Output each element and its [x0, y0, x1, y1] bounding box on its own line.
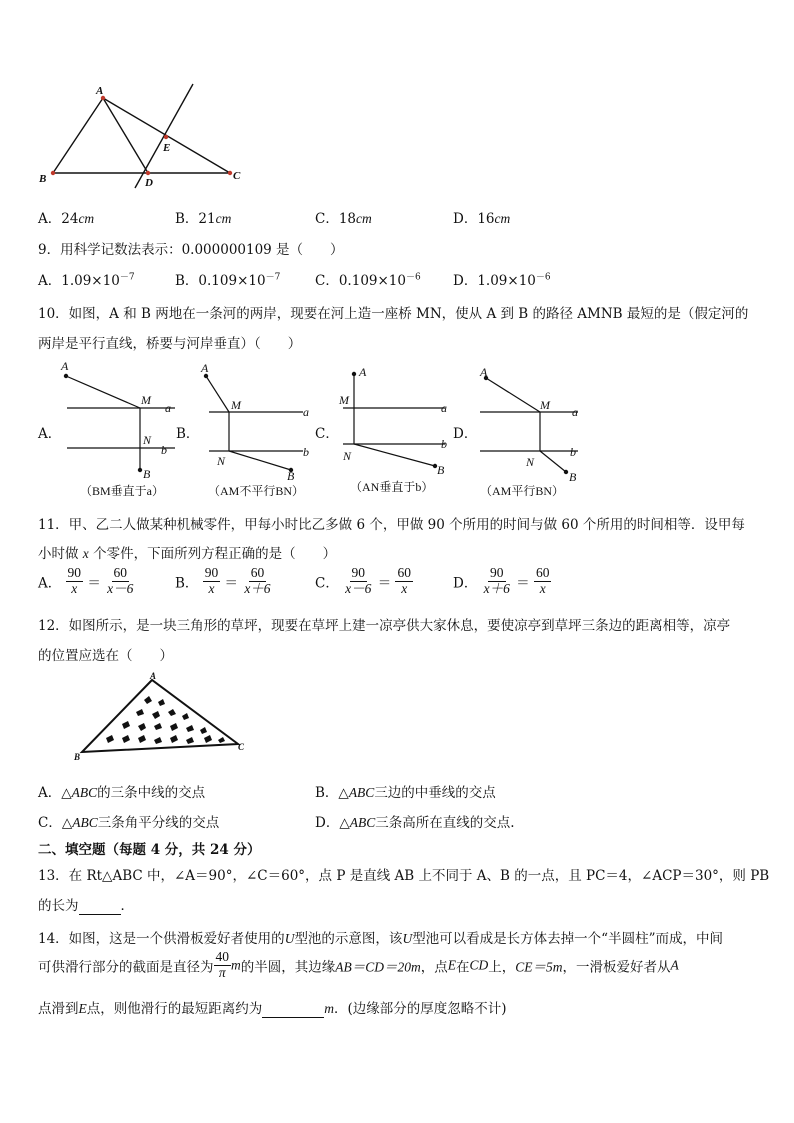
q11b-frac-left: $\frac{90}{x}$	[204, 565, 219, 596]
q10-figure-a	[55, 360, 185, 485]
q12-label-B: B	[74, 752, 81, 762]
q10c-label-B: B	[437, 463, 445, 477]
q10a-label-A: A	[61, 360, 69, 373]
q10-figure-d	[470, 360, 595, 485]
q10b-label-A: A	[201, 361, 209, 375]
q10d-label-B: B	[569, 470, 577, 484]
q12-stem-line2: 的位置应选在（ ）	[38, 648, 173, 664]
q10-option-d[interactable]: D．	[453, 426, 478, 442]
q10-figure-b	[195, 360, 320, 485]
q10a-label-N: N	[143, 433, 152, 447]
q12-label-A: A	[150, 672, 157, 681]
q12-stem-line1: 12．如图所示，是一块三角形的草坪，现要在草坪上建一凉亭供大家休息，要使凉亭到草坪三条边的距离相等，凉亭	[38, 618, 731, 634]
q8-option-c[interactable]: C．18cm	[315, 211, 372, 227]
section-title-fill-in: 二、填空题（每题 4 分，共 24 分）	[38, 842, 261, 858]
q10a-label-B: B	[143, 467, 151, 481]
q10-caption-b: （AM不平行BN）	[208, 484, 305, 498]
q11a-frac-right: $\frac{60}{x-6}$	[107, 565, 134, 596]
q10a-label-M: M	[141, 393, 151, 407]
q11d-frac-left: $\frac{90}{x+6}$	[483, 565, 510, 596]
q12-lawn-figure	[72, 672, 252, 767]
q11d-frac-right: $\frac{60}{x}$	[535, 565, 550, 596]
q10-option-a[interactable]: A．	[38, 426, 62, 442]
q10c-label-b: b	[441, 437, 447, 451]
q12-option-d[interactable]: D．△ABC三条高所在直线的交点.	[315, 815, 515, 831]
q11-option-b[interactable]: B． $\frac{90}{x}$ ＝ $\frac{60}{x+6}$	[175, 565, 271, 596]
q10d-label-b: b	[570, 445, 576, 459]
q8-option-a[interactable]: A．24cm	[38, 211, 95, 227]
q11a-frac-left: $\frac{90}{x}$	[67, 565, 82, 596]
q9-option-a[interactable]: A．$1.09\times 10^{-7}$	[38, 272, 135, 289]
q8-label-C: C	[233, 170, 241, 182]
q10d-label-M: M	[540, 398, 550, 412]
q10-caption-a: （BM垂直于a）	[80, 484, 165, 498]
q12-option-b[interactable]: B．△ABC三边的中垂线的交点	[315, 785, 496, 801]
q10c-label-M: M	[339, 393, 349, 407]
q8-label-E: E	[163, 142, 171, 154]
q11-option-d[interactable]: D． $\frac{90}{x+6}$ ＝ $\frac{60}{x}$	[453, 565, 550, 596]
q14-stem-line2: 可供滑行部分的截面是直径为 $\frac{40}{\pi}$ m的半圆，其边缘AB＝CD＝20m，点E在CD上，CE＝5m，一滑板爱好者从A	[38, 949, 679, 980]
q10c-label-N: N	[343, 449, 352, 463]
q14-stem-line3: 点滑到E点，则他滑行的最短距离约为 m．(边缘部分的厚度忽略不计)	[38, 1001, 507, 1017]
q9-option-d[interactable]: D．$1.09\times 10^{-6}$	[453, 272, 551, 289]
q11c-frac-right: $\frac{60}{x}$	[397, 565, 411, 596]
q13-stem-line1: 13．在 Rt△ABC 中，∠A＝90°，∠C＝60°，点 P 是直线 AB 上不同于 A、B 的一点，且 PC＝4，∠ACP＝30°，则 PB	[38, 868, 770, 884]
q10-figure-c	[333, 360, 458, 485]
q10-stem-line2: 两岸是平行直线，桥要与河岸垂直）（ ）	[38, 336, 302, 352]
q10c-label-A: A	[359, 365, 367, 379]
q8-option-b[interactable]: B．21cm	[175, 211, 232, 227]
q10d-label-N: N	[526, 455, 535, 469]
q10a-label-b: b	[161, 443, 167, 457]
q10-option-b[interactable]: B．	[176, 426, 200, 442]
q10-option-c[interactable]: C．	[315, 426, 339, 442]
q8-label-A: A	[96, 85, 104, 97]
q10a-label-a: a	[165, 401, 171, 415]
q9-option-b[interactable]: B．$0.109\times 10^{-7}$	[175, 272, 281, 289]
q8-label-D: D	[145, 177, 153, 189]
q10b-label-N: N	[217, 454, 226, 468]
q13-stem-line2: 的长为 ．	[38, 898, 134, 914]
q11-stem-line1: 11．甲、乙二人做某种机械零件，甲每小时比乙多做 6 个，甲做 90 个所用的时间与做 60 个所用的时间相等．设甲每	[38, 517, 745, 533]
q9-stem: 9．用科学记数法表示：0.000000109 是（ ）	[38, 242, 344, 258]
q14-answer-blank[interactable]	[262, 1001, 324, 1018]
q11-option-a[interactable]: A． $\frac{90}{x}$ ＝ $\frac{60}{x-6}$	[38, 565, 134, 596]
q11c-frac-left: $\frac{90}{x-6}$	[345, 565, 372, 596]
q10-caption-c: （AN垂直于b）	[350, 480, 434, 494]
q10d-label-A: A	[480, 365, 488, 379]
q13-answer-blank[interactable]	[79, 898, 121, 915]
q12-option-c[interactable]: C．△ABC三条角平分线的交点	[38, 815, 220, 831]
q12-option-a[interactable]: A．△ABC的三条中线的交点	[38, 785, 206, 801]
q8-option-d[interactable]: D．16cm	[453, 211, 511, 227]
q10b-label-b: b	[303, 445, 309, 459]
q10-caption-d: （AM平行BN）	[480, 484, 565, 498]
q14-diameter-fraction: $\frac{40}{\pi}$	[215, 949, 229, 980]
q10c-label-a: a	[441, 401, 447, 415]
q12-label-C: C	[238, 742, 245, 752]
q10-stem-line1: 10．如图，A 和 B 两地在一条河的两岸，现要在河上造一座桥 MN，使从 A 到 B 的路径 AMNB 最短的是（假定河的	[38, 306, 749, 322]
q8-triangle-figure	[30, 82, 250, 190]
q11b-frac-right: $\frac{60}{x+6}$	[244, 565, 271, 596]
q9-option-c[interactable]: C．$0.109\times 10^{-6}$	[315, 272, 421, 289]
q10b-label-M: M	[231, 398, 241, 412]
q14-stem-line1: 14．如图，这是一个供滑板爱好者使用的U型池的示意图，该U型池可以看成是长方体去掉一个“半圆柱”而成，中间	[38, 931, 723, 947]
q10b-label-a: a	[303, 405, 309, 419]
q11-option-c[interactable]: C． $\frac{90}{x-6}$ ＝ $\frac{60}{x}$	[315, 565, 411, 596]
q10d-label-a: a	[572, 405, 578, 419]
q10b-label-B: B	[287, 469, 295, 483]
q8-label-B: B	[39, 173, 47, 185]
q11-stem-line2: 小时做 x 个零件，下面所列方程正确的是（ ）	[38, 546, 337, 562]
